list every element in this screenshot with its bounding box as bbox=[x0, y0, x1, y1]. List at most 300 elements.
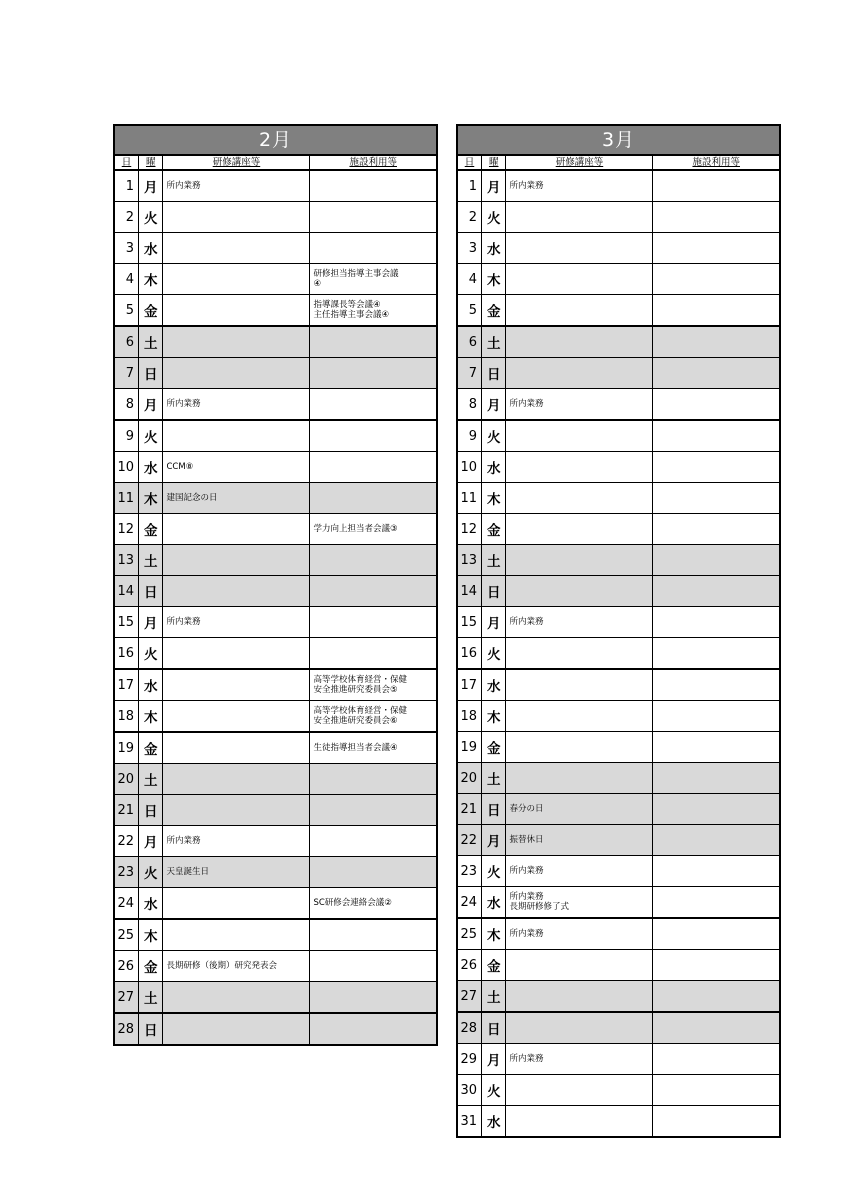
facility-cell bbox=[310, 233, 437, 264]
calendar-row bbox=[457, 763, 780, 794]
calendar-row bbox=[457, 1044, 780, 1075]
cell-text-line: 安全推進研究委員会⑥ bbox=[313, 716, 398, 726]
calendar-row bbox=[114, 888, 437, 920]
column-header-row bbox=[114, 155, 437, 170]
facility-cell bbox=[653, 607, 780, 638]
calendar-row bbox=[114, 669, 437, 701]
facility-cell bbox=[310, 576, 437, 607]
training-cell bbox=[163, 452, 310, 483]
training-cell bbox=[163, 982, 310, 1014]
training-cell bbox=[506, 607, 653, 638]
training-cell bbox=[506, 950, 653, 981]
weekday-cell: 土 bbox=[138, 982, 162, 1014]
weekday-cell: 金 bbox=[481, 514, 505, 545]
weekday-cell: 土 bbox=[138, 326, 162, 358]
day-number-cell: 13 bbox=[457, 545, 481, 576]
training-cell bbox=[506, 887, 653, 919]
facility-cell bbox=[653, 483, 780, 514]
training-cell bbox=[163, 545, 310, 576]
weekday-cell: 水 bbox=[481, 669, 505, 701]
cell-text-line: 所内業務 bbox=[166, 398, 201, 409]
calendar-row bbox=[457, 233, 780, 264]
weekday-cell: 木 bbox=[481, 918, 505, 950]
calendar-row bbox=[457, 545, 780, 576]
calendar-row bbox=[114, 857, 437, 888]
calendar-row bbox=[457, 669, 780, 701]
weekday-cell: 月 bbox=[481, 825, 505, 856]
day-number-cell: 7 bbox=[114, 358, 138, 389]
day-number-cell: 19 bbox=[457, 732, 481, 763]
calendar-row bbox=[114, 576, 437, 607]
day-number-cell: 21 bbox=[114, 795, 138, 826]
calendar-body-march bbox=[457, 170, 780, 1137]
calendar-row bbox=[114, 982, 437, 1014]
day-number-cell: 26 bbox=[114, 951, 138, 982]
cell-text-line: 長期研修修了式 bbox=[509, 902, 569, 912]
day-number-cell: 28 bbox=[457, 1012, 481, 1044]
day-number-cell: 14 bbox=[114, 576, 138, 607]
calendar-march bbox=[456, 124, 781, 1138]
weekday-cell: 木 bbox=[481, 701, 505, 732]
calendar-february bbox=[113, 124, 438, 1046]
column-header-facility: 施設利用等 bbox=[310, 155, 437, 170]
day-number-cell: 20 bbox=[457, 763, 481, 794]
day-number-cell: 15 bbox=[457, 607, 481, 638]
day-number-cell: 18 bbox=[457, 701, 481, 732]
calendar-row bbox=[457, 264, 780, 295]
training-cell bbox=[506, 483, 653, 514]
facility-cell bbox=[310, 888, 437, 920]
calendar-row bbox=[457, 607, 780, 638]
cell-text-line: 所内業務 bbox=[166, 180, 201, 191]
cell-text-line: 天皇誕生日 bbox=[166, 866, 209, 877]
weekday-cell: 火 bbox=[138, 638, 162, 670]
weekday-cell: 土 bbox=[138, 545, 162, 576]
facility-cell bbox=[653, 638, 780, 670]
cell-text-line: 振替休日 bbox=[509, 834, 544, 845]
facility-cell bbox=[653, 763, 780, 794]
weekday-cell: 木 bbox=[138, 483, 162, 514]
training-cell bbox=[506, 545, 653, 576]
calendar-row bbox=[114, 607, 437, 638]
day-number-cell: 24 bbox=[114, 888, 138, 920]
month-title-row bbox=[457, 125, 780, 155]
weekday-cell: 金 bbox=[481, 295, 505, 327]
weekday-cell: 金 bbox=[481, 950, 505, 981]
day-number-cell: 9 bbox=[457, 420, 481, 452]
calendar-row bbox=[114, 764, 437, 795]
calendar-row bbox=[114, 170, 437, 202]
training-cell bbox=[163, 919, 310, 951]
weekday-cell: 水 bbox=[481, 887, 505, 919]
weekday-cell: 日 bbox=[481, 576, 505, 607]
calendar-row bbox=[114, 420, 437, 452]
day-number-cell: 31 bbox=[457, 1106, 481, 1138]
day-number-cell: 6 bbox=[457, 326, 481, 358]
month-title-row bbox=[114, 125, 437, 155]
training-cell bbox=[506, 576, 653, 607]
weekday-cell: 金 bbox=[481, 732, 505, 763]
cell-text-line: 所内業務 bbox=[509, 616, 544, 627]
training-cell bbox=[163, 888, 310, 920]
calendar-row bbox=[457, 514, 780, 545]
day-number-cell: 9 bbox=[114, 420, 138, 452]
column-header-facility: 施設利用等 bbox=[653, 155, 780, 170]
cell-text-line: 所内業務 bbox=[166, 835, 201, 846]
facility-cell bbox=[310, 638, 437, 670]
day-number-cell: 19 bbox=[114, 732, 138, 764]
training-cell bbox=[163, 951, 310, 982]
facility-cell bbox=[653, 794, 780, 825]
facility-cell bbox=[310, 420, 437, 452]
day-number-cell: 24 bbox=[457, 887, 481, 919]
calendar-row bbox=[114, 358, 437, 389]
facility-cell bbox=[310, 264, 437, 295]
day-number-cell: 16 bbox=[114, 638, 138, 670]
calendar-row bbox=[114, 483, 437, 514]
calendar-row bbox=[457, 170, 780, 202]
weekday-cell: 日 bbox=[481, 794, 505, 825]
facility-cell bbox=[653, 545, 780, 576]
training-cell bbox=[163, 420, 310, 452]
training-cell bbox=[163, 264, 310, 295]
facility-cell bbox=[310, 452, 437, 483]
cell-text-line: 所内業務 bbox=[509, 865, 544, 876]
facility-cell bbox=[310, 1013, 437, 1045]
training-cell bbox=[506, 825, 653, 856]
day-number-cell: 10 bbox=[114, 452, 138, 483]
cell-text-line: 研修担当指導主事会議 bbox=[313, 268, 399, 279]
training-cell bbox=[163, 514, 310, 545]
facility-cell bbox=[653, 576, 780, 607]
calendar-row bbox=[457, 1106, 780, 1138]
day-number-cell: 22 bbox=[457, 825, 481, 856]
facility-cell bbox=[310, 795, 437, 826]
weekday-cell: 木 bbox=[138, 919, 162, 951]
day-number-cell: 1 bbox=[114, 170, 138, 202]
weekday-cell: 木 bbox=[481, 264, 505, 295]
day-number-cell: 10 bbox=[457, 452, 481, 483]
cell-text-line: ④ bbox=[313, 279, 322, 289]
facility-cell bbox=[310, 732, 437, 764]
facility-cell bbox=[310, 545, 437, 576]
weekday-cell: 火 bbox=[481, 856, 505, 887]
day-number-cell: 4 bbox=[114, 264, 138, 295]
day-number-cell: 25 bbox=[114, 919, 138, 951]
calendar-row bbox=[457, 576, 780, 607]
weekday-cell: 月 bbox=[481, 389, 505, 421]
facility-cell bbox=[310, 358, 437, 389]
calendar-row bbox=[457, 1012, 780, 1044]
training-cell bbox=[163, 358, 310, 389]
training-cell bbox=[163, 795, 310, 826]
calendar-row bbox=[114, 202, 437, 233]
calendar-table-february bbox=[113, 124, 438, 1046]
training-cell bbox=[506, 794, 653, 825]
weekday-cell: 火 bbox=[481, 202, 505, 233]
weekday-cell: 火 bbox=[481, 420, 505, 452]
weekday-cell: 土 bbox=[138, 764, 162, 795]
weekday-cell: 火 bbox=[138, 857, 162, 888]
facility-cell bbox=[653, 825, 780, 856]
training-cell bbox=[506, 326, 653, 358]
cell-text-line: SC研修会連絡会議② bbox=[313, 897, 392, 908]
cell-text-line: 春分の日 bbox=[509, 803, 544, 814]
calendar-row bbox=[457, 918, 780, 950]
weekday-cell: 月 bbox=[481, 170, 505, 202]
training-cell bbox=[163, 638, 310, 670]
calendar-row bbox=[457, 794, 780, 825]
facility-cell bbox=[653, 202, 780, 233]
weekday-cell: 水 bbox=[138, 452, 162, 483]
day-number-cell: 6 bbox=[114, 326, 138, 358]
training-cell bbox=[506, 732, 653, 763]
column-header-weekday: 曜 bbox=[481, 155, 505, 170]
training-cell bbox=[163, 170, 310, 202]
column-header-row bbox=[457, 155, 780, 170]
column-header-day: 日 bbox=[114, 155, 138, 170]
facility-cell bbox=[653, 732, 780, 763]
calendar-row bbox=[114, 795, 437, 826]
calendar-body-february bbox=[114, 170, 437, 1045]
training-cell bbox=[506, 669, 653, 701]
training-cell bbox=[163, 857, 310, 888]
weekday-cell: 水 bbox=[138, 888, 162, 920]
facility-cell bbox=[310, 764, 437, 795]
weekday-cell: 日 bbox=[481, 1012, 505, 1044]
calendar-row bbox=[114, 1013, 437, 1045]
day-number-cell: 17 bbox=[457, 669, 481, 701]
calendar-row bbox=[114, 295, 437, 327]
training-cell bbox=[506, 202, 653, 233]
facility-cell bbox=[653, 918, 780, 950]
calendar-row bbox=[457, 981, 780, 1013]
month-title-february: 2月 bbox=[114, 125, 437, 155]
training-cell bbox=[506, 1106, 653, 1138]
calendar-row bbox=[457, 856, 780, 887]
day-number-cell: 12 bbox=[114, 514, 138, 545]
day-number-cell: 1 bbox=[457, 170, 481, 202]
training-cell bbox=[506, 389, 653, 421]
weekday-cell: 月 bbox=[138, 389, 162, 421]
calendar-row bbox=[457, 202, 780, 233]
training-cell bbox=[506, 856, 653, 887]
facility-cell bbox=[653, 233, 780, 264]
facility-cell bbox=[310, 669, 437, 701]
day-number-cell: 18 bbox=[114, 701, 138, 733]
day-number-cell: 15 bbox=[114, 607, 138, 638]
day-number-cell: 14 bbox=[457, 576, 481, 607]
calendar-row bbox=[457, 483, 780, 514]
day-number-cell: 5 bbox=[114, 295, 138, 327]
weekday-cell: 土 bbox=[481, 763, 505, 794]
training-cell bbox=[163, 202, 310, 233]
facility-cell bbox=[653, 420, 780, 452]
cell-text-line: 高等学校体育経営・保健 bbox=[313, 705, 407, 716]
calendar-row bbox=[457, 295, 780, 327]
calendar-row bbox=[114, 264, 437, 295]
column-header-training: 研修講座等 bbox=[163, 155, 310, 170]
cell-text-line: 主任指導主事会議④ bbox=[313, 310, 390, 320]
training-cell bbox=[163, 1013, 310, 1045]
cell-text-line: 所内業務 bbox=[509, 180, 544, 191]
facility-cell bbox=[310, 514, 437, 545]
weekday-cell: 日 bbox=[138, 358, 162, 389]
weekday-cell: 金 bbox=[138, 732, 162, 764]
facility-cell bbox=[310, 170, 437, 202]
calendar-row bbox=[114, 545, 437, 576]
cell-text-line: 所内業務 bbox=[509, 1053, 544, 1064]
day-number-cell: 29 bbox=[457, 1044, 481, 1075]
calendar-row bbox=[457, 1075, 780, 1106]
facility-cell bbox=[653, 981, 780, 1013]
facility-cell bbox=[653, 856, 780, 887]
cell-text-line: CCM⑧ bbox=[166, 461, 194, 472]
day-number-cell: 12 bbox=[457, 514, 481, 545]
weekday-cell: 月 bbox=[138, 826, 162, 857]
weekday-cell: 土 bbox=[481, 545, 505, 576]
training-cell bbox=[163, 295, 310, 327]
training-cell bbox=[163, 826, 310, 857]
facility-cell bbox=[653, 950, 780, 981]
day-number-cell: 23 bbox=[114, 857, 138, 888]
calendar-row bbox=[457, 701, 780, 732]
day-number-cell: 20 bbox=[114, 764, 138, 795]
day-number-cell: 3 bbox=[457, 233, 481, 264]
facility-cell bbox=[653, 887, 780, 919]
training-cell bbox=[506, 701, 653, 732]
training-cell bbox=[163, 669, 310, 701]
cell-text-line: 長期研修（後期）研究発表会 bbox=[166, 960, 277, 971]
training-cell bbox=[163, 764, 310, 795]
column-header-training: 研修講座等 bbox=[506, 155, 653, 170]
weekday-cell: 水 bbox=[481, 452, 505, 483]
calendar-row bbox=[457, 732, 780, 763]
facility-cell bbox=[310, 202, 437, 233]
training-cell bbox=[506, 763, 653, 794]
training-cell bbox=[506, 170, 653, 202]
calendar-row bbox=[457, 825, 780, 856]
day-number-cell: 30 bbox=[457, 1075, 481, 1106]
cell-text-line: 生徒指導担当者会議④ bbox=[313, 742, 398, 753]
day-number-cell: 16 bbox=[457, 638, 481, 670]
day-number-cell: 27 bbox=[114, 982, 138, 1014]
facility-cell bbox=[310, 389, 437, 421]
training-cell bbox=[506, 514, 653, 545]
weekday-cell: 火 bbox=[481, 1075, 505, 1106]
weekday-cell: 月 bbox=[138, 607, 162, 638]
day-number-cell: 21 bbox=[457, 794, 481, 825]
weekday-cell: 月 bbox=[481, 607, 505, 638]
calendar-row bbox=[457, 950, 780, 981]
training-cell bbox=[506, 1012, 653, 1044]
training-cell bbox=[506, 1075, 653, 1106]
weekday-cell: 日 bbox=[138, 576, 162, 607]
facility-cell bbox=[310, 701, 437, 733]
day-number-cell: 11 bbox=[457, 483, 481, 514]
weekday-cell: 金 bbox=[138, 951, 162, 982]
weekday-cell: 水 bbox=[481, 1106, 505, 1138]
day-number-cell: 22 bbox=[114, 826, 138, 857]
facility-cell bbox=[310, 483, 437, 514]
facility-cell bbox=[653, 326, 780, 358]
calendar-row bbox=[114, 233, 437, 264]
weekday-cell: 木 bbox=[481, 483, 505, 514]
day-number-cell: 7 bbox=[457, 358, 481, 389]
day-number-cell: 17 bbox=[114, 669, 138, 701]
day-number-cell: 23 bbox=[457, 856, 481, 887]
day-number-cell: 2 bbox=[114, 202, 138, 233]
column-header-day: 日 bbox=[457, 155, 481, 170]
training-cell bbox=[163, 607, 310, 638]
facility-cell bbox=[653, 1075, 780, 1106]
facility-cell bbox=[653, 1012, 780, 1044]
training-cell bbox=[163, 233, 310, 264]
day-number-cell: 8 bbox=[457, 389, 481, 421]
weekday-cell: 水 bbox=[138, 233, 162, 264]
calendar-table-march bbox=[456, 124, 781, 1138]
weekday-cell: 火 bbox=[481, 638, 505, 670]
facility-cell bbox=[310, 951, 437, 982]
facility-cell bbox=[653, 295, 780, 327]
day-number-cell: 5 bbox=[457, 295, 481, 327]
facility-cell bbox=[310, 982, 437, 1014]
facility-cell bbox=[653, 1044, 780, 1075]
facility-cell bbox=[653, 514, 780, 545]
weekday-cell: 月 bbox=[138, 170, 162, 202]
calendar-row bbox=[114, 638, 437, 670]
training-cell bbox=[163, 326, 310, 358]
cell-text-line: 所内業務 bbox=[509, 891, 544, 902]
day-number-cell: 3 bbox=[114, 233, 138, 264]
facility-cell bbox=[310, 295, 437, 327]
training-cell bbox=[506, 420, 653, 452]
weekday-cell: 水 bbox=[138, 669, 162, 701]
training-cell bbox=[506, 452, 653, 483]
weekday-cell: 日 bbox=[138, 1013, 162, 1045]
weekday-cell: 金 bbox=[138, 514, 162, 545]
facility-cell bbox=[653, 452, 780, 483]
facility-cell bbox=[653, 358, 780, 389]
cell-text-line: 高等学校体育経営・保健 bbox=[313, 674, 407, 685]
training-cell bbox=[163, 732, 310, 764]
training-cell bbox=[506, 638, 653, 670]
calendar-row bbox=[114, 452, 437, 483]
facility-cell bbox=[653, 669, 780, 701]
facility-cell bbox=[310, 919, 437, 951]
training-cell bbox=[506, 358, 653, 389]
training-cell bbox=[506, 918, 653, 950]
weekday-cell: 土 bbox=[481, 981, 505, 1013]
cell-text-line: 学力向上担当者会議③ bbox=[313, 523, 398, 534]
day-number-cell: 27 bbox=[457, 981, 481, 1013]
weekday-cell: 木 bbox=[138, 701, 162, 733]
calendar-row bbox=[114, 389, 437, 421]
facility-cell bbox=[310, 607, 437, 638]
day-number-cell: 26 bbox=[457, 950, 481, 981]
training-cell bbox=[506, 233, 653, 264]
calendar-row bbox=[457, 452, 780, 483]
cell-text-line: 所内業務 bbox=[166, 616, 201, 627]
training-cell bbox=[163, 701, 310, 733]
calendar-row bbox=[114, 951, 437, 982]
weekday-cell: 月 bbox=[481, 1044, 505, 1075]
calendar-row bbox=[457, 638, 780, 670]
facility-cell bbox=[653, 701, 780, 732]
facility-cell bbox=[310, 857, 437, 888]
calendar-row bbox=[114, 701, 437, 733]
weekday-cell: 水 bbox=[481, 233, 505, 264]
